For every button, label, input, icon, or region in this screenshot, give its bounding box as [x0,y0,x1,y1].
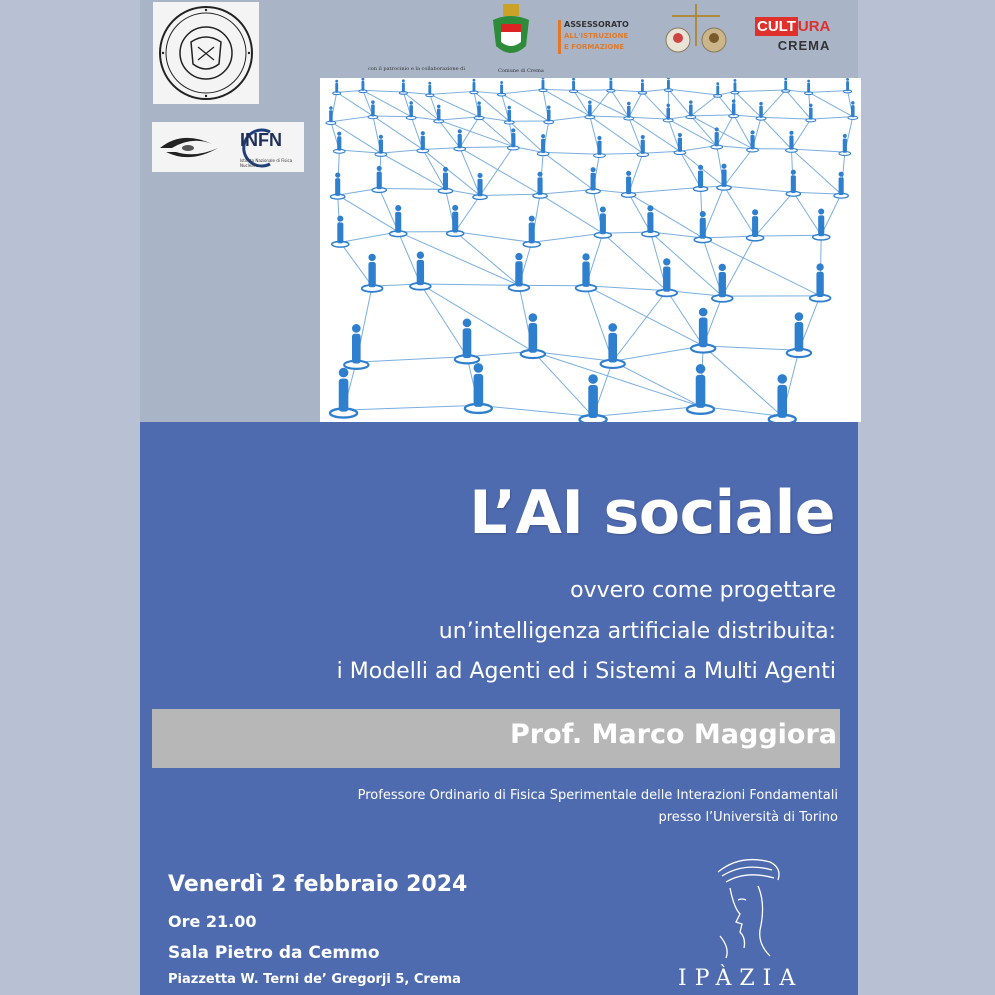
network-link [599,153,642,154]
assessorato-line-2: ALL'ISTRUZIONE [564,32,629,40]
network-link [761,117,791,149]
network-person-icon [474,101,484,119]
network-person-icon [533,172,547,199]
network-person-icon [539,78,547,92]
network-link [549,116,590,121]
network-person-icon [717,164,731,191]
network-link [755,235,821,236]
ipazia-label: IPÀZIA [678,966,804,991]
network-person-icon [570,78,578,93]
network-link [629,187,701,193]
network-illustration [320,78,861,422]
network-link [420,284,519,285]
network-person-icon [674,133,686,155]
network-link [613,291,667,362]
network-link [811,117,853,119]
network-link [642,92,668,119]
network-link [586,286,667,291]
network-person-icon [848,101,858,119]
network-person-icon [426,82,434,97]
university-seal-logo [153,2,259,104]
crema-label: CREMA [777,38,831,53]
network-person-icon [544,105,554,123]
network-person-icon [782,78,790,92]
network-person-icon [756,102,766,120]
network-link [363,90,403,92]
network-person-icon [714,82,722,97]
network-person-icon [362,254,383,292]
network-link [460,117,479,148]
infn-logo [152,122,304,172]
network-person-icon [523,216,540,248]
network-person-icon [787,312,811,357]
network-person-icon [344,324,368,369]
network-link [629,92,643,117]
network-link [703,186,724,238]
network-link [540,190,593,195]
network-link [398,232,519,285]
network-person-icon [372,166,386,193]
network-link [460,147,514,148]
network-link [337,92,373,116]
network-person-icon [434,105,444,123]
network-person-icon [694,211,711,243]
network-link [791,119,810,149]
network-link [439,117,479,120]
network-link [793,192,821,235]
network-link [691,95,718,116]
network-link [356,357,467,363]
network-link [611,90,643,92]
comune-crest-icon [488,2,534,64]
network-person-icon [786,131,798,153]
network-link [540,194,603,233]
network-person-icon [537,134,549,156]
network-person-icon [594,206,611,238]
network-person-icon [390,205,407,237]
patronage-text: con il patrocinio e la collaborazione di [368,66,465,72]
network-person-icon [406,101,416,119]
network-person-icon [473,173,487,200]
network-person-icon [333,80,341,95]
network-link [791,149,841,194]
cultura-crema-logo [755,16,830,53]
network-link [668,89,717,95]
network-link [761,117,811,119]
network-link [593,406,700,416]
network-person-icon [576,253,597,291]
network-person-icon [687,364,714,414]
network-link [668,89,690,116]
network-link [809,92,853,116]
cultura-label-rest: URA [797,18,831,35]
network-link [423,149,480,195]
network-person-icon [498,81,506,96]
speaker-role-line-1: Professore Ordinario di Fisica Sperimentale delle Interazioni Fondamentali [357,788,838,803]
assessorato-line-3: E FORMAZIONE [564,43,624,51]
network-link [791,149,844,152]
network-link [722,236,755,296]
network-link [480,194,540,195]
network-link [809,91,848,93]
network-link [543,152,593,189]
subtitle-line-2: un’intelligenza artificiale distribuita: [438,619,836,644]
network-link [460,148,480,196]
network-link [755,192,793,236]
network-link [603,233,667,290]
network-person-icon [637,135,649,157]
network-person-icon [368,100,378,118]
event-time: Ore 21.00 [168,912,257,931]
subtitle-line-1: ovvero come progettare [570,578,836,603]
network-person-icon [663,104,673,122]
network-person-icon [607,78,615,92]
network-link [543,89,574,90]
network-person-icon [686,100,696,118]
network-link [629,193,651,232]
network-person-icon [455,319,479,364]
network-link [502,89,543,93]
network-link [613,361,701,406]
network-person-icon [509,253,530,291]
event-date: Venerdì 2 febbraio 2024 [168,872,468,897]
network-link [590,90,611,116]
network-link [439,120,514,147]
network-person-icon [470,79,478,94]
network-person-icon [806,104,816,122]
comune-caption: Comune di Crema [498,68,544,74]
network-link [629,117,668,119]
network-link [590,116,629,117]
network-link [629,193,703,238]
network-person-icon [465,363,492,413]
speaker-name: Prof. Marco Maggiora [509,719,837,750]
scales-logo [660,2,732,60]
network-person-icon [410,252,431,290]
network-person-icon [805,80,813,95]
network-person-icon [664,78,672,91]
network-link [717,115,734,146]
network-person-icon [399,79,407,94]
cultura-label-red: CULT [757,18,796,35]
event-title: L’AI sociale [469,478,835,548]
assessorato-logo [558,20,638,56]
network-link [338,195,399,232]
network-person-icon [507,128,519,150]
network-link [703,346,782,417]
network-link [532,233,603,242]
network-link [430,91,474,94]
network-link [455,195,480,231]
assessorato-line-1: ASSESSORATO [564,20,629,29]
network-link [667,291,703,346]
network-link [381,153,446,189]
network-person-icon [521,313,545,358]
network-person-icon [839,134,851,156]
network-person-icon [586,167,600,194]
network-link [724,149,753,186]
network-person-icon [813,208,830,240]
network-link [480,147,513,196]
network-person-icon [601,323,625,368]
network-person-icon [375,135,387,157]
network-person-icon [844,78,852,93]
network-person-icon [332,216,349,248]
network-person-icon [326,106,336,124]
network-link [543,152,599,154]
network-person-icon [417,131,429,153]
network-person-icon [359,78,367,93]
network-link [718,95,734,115]
network-person-icon [731,79,739,94]
network-person-icon [786,170,800,197]
network-link [379,188,445,189]
network-person-icon [580,374,607,422]
network-link [344,405,479,410]
network-link [460,148,540,195]
network-link [613,346,703,361]
network-link [420,284,467,357]
network-link [735,92,761,118]
network-person-icon [331,173,345,200]
network-person-icon [691,308,715,353]
network-person-icon [729,99,739,117]
event-address: Piazzetta W. Terni de’ Gregorji 5, Crema [168,972,461,987]
network-link [373,116,411,117]
speaker-role-line-2: presso l’Università di Torino [658,810,838,825]
network-link [680,151,701,187]
network-person-icon [834,172,848,199]
network-person-icon [747,209,764,241]
network-link [761,90,786,117]
network-link [691,116,717,146]
network-link [724,186,793,192]
network-link [340,242,372,286]
infn-caption: Istituto Nazionale di Fisica Nucleare [240,158,293,168]
network-person-icon [810,263,831,301]
network-link [691,115,734,116]
subtitle-line-3: i Modelli ad Agenti ed i Sistemi a Multi Agenti [336,659,836,684]
network-person-icon [638,79,646,94]
network-person-icon [454,129,466,151]
network-link [724,186,755,236]
infn-label: INFN [240,130,282,150]
network-link [331,116,373,122]
event-venue: Sala Pietro da Cemmo [168,943,380,963]
network-link [703,346,799,350]
network-link [629,117,680,151]
network-link [420,284,532,351]
ipazia-profile-icon [700,852,790,960]
network-link [735,90,786,92]
network-person-icon [447,205,464,237]
network-person-icon [621,171,635,198]
network-link [668,119,716,145]
network-link [478,405,593,416]
